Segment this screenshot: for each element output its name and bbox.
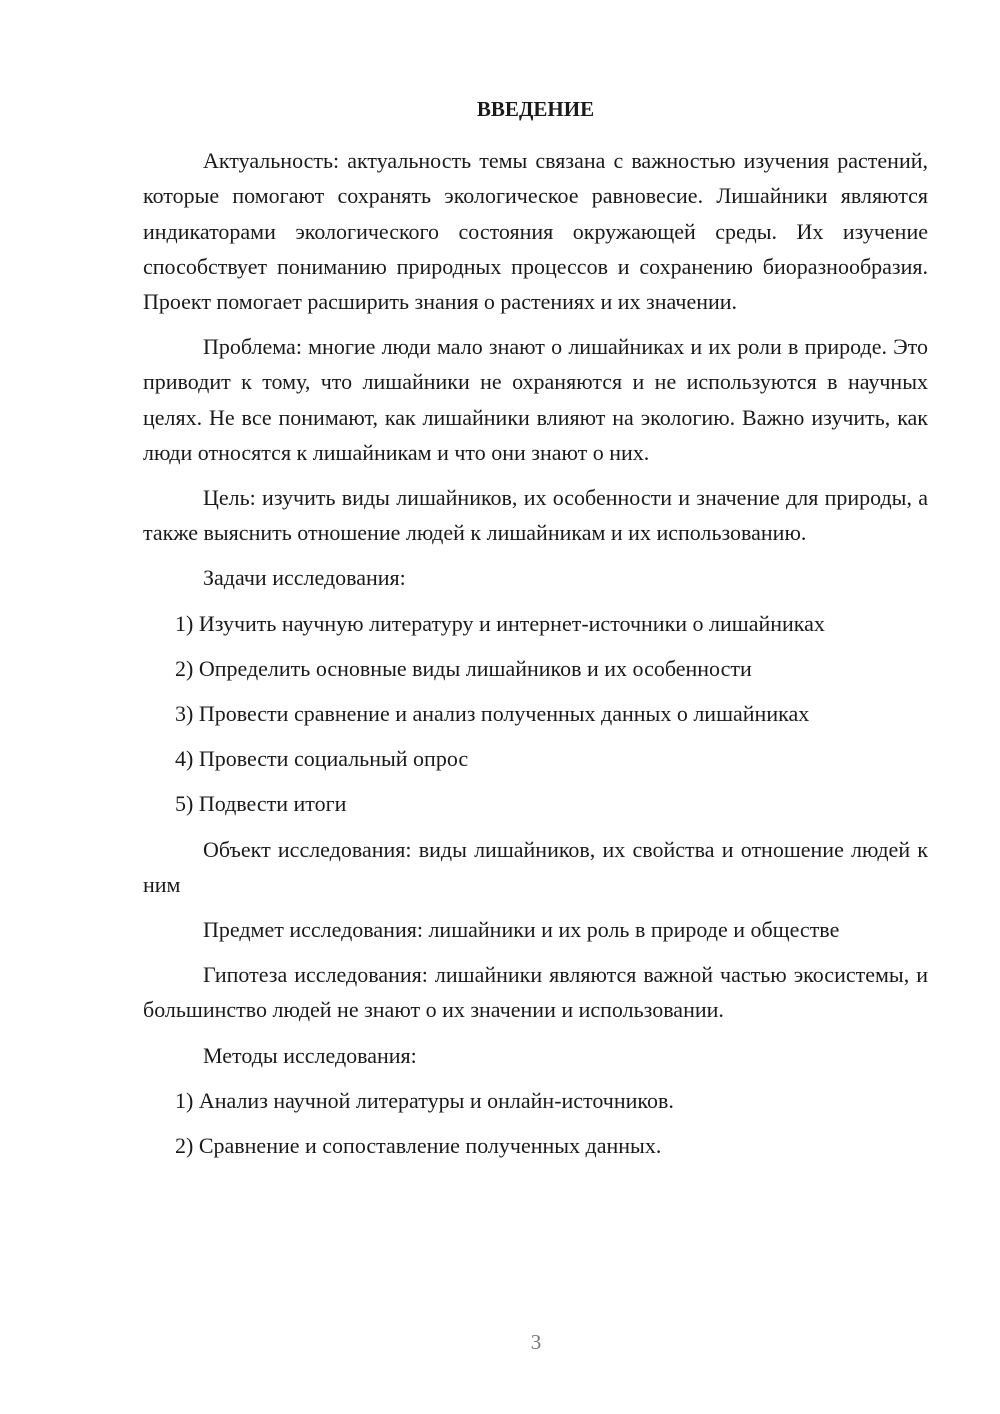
method-item: 1) Анализ научной литературы и онлайн-источников. — [175, 1087, 674, 1113]
task-item: 1) Изучить научную литературу и интернет-источники о лишайниках — [175, 610, 825, 636]
task-item: 5) Подвести итоги — [175, 791, 347, 817]
tasks-heading: Задачи исследования: — [203, 565, 406, 591]
page-title: ВВЕДЕНИЕ — [476, 97, 595, 121]
methods-heading: Методы исследования: — [203, 1042, 417, 1068]
subject-paragraph: Предмет исследования: лишайники и их роль в природе и обществе — [203, 917, 840, 943]
document-page — [143, 92, 928, 1173]
object-paragraph: Объект исследования: виды лишайников, их свойства и отношение людей к ним — [143, 836, 928, 897]
page-number: 3 — [530, 1330, 542, 1354]
hypothesis-paragraph: Гипотеза исследования: лишайники являются важной частью экосистемы, и большинство людей не знают о их значении и использовании. — [143, 962, 928, 1023]
relevance-paragraph: Актуальность: актуальность темы связана с важностью изучения растений, которые помогают сохранять экологическое равновесие. Лишайники являются индикаторами экологического состояния окружающей среды. Их изучение способствует пониманию природных процессов и сохранению биоразнообразия. Проект помогает расширить знания о растениях и их значении. — [143, 148, 928, 315]
problem-paragraph: Проблема: многие люди мало знают о лишайниках и их роли в природе. Это приводит к тому, что лишайники не охраняются и не используются в научных целях. Не все понимают, как лишайники влияют на экологию. Важно изучить, как люди относятся к лишайникам и что они знают о них. — [143, 334, 928, 465]
task-item: 3) Провести сравнение и анализ полученных данных о лишайниках — [175, 701, 810, 727]
task-item: 2) Определить основные виды лишайников и их особенности — [175, 655, 752, 681]
method-item: 2) Сравнение и сопоставление полученных данных. — [175, 1133, 662, 1159]
task-item: 4) Провести социальный опрос — [175, 746, 469, 772]
goal-paragraph: Цель: изучить виды лишайников, их особенности и значение для природы, а также выяснить отношение людей к лишайникам и их использованию. — [143, 485, 928, 546]
